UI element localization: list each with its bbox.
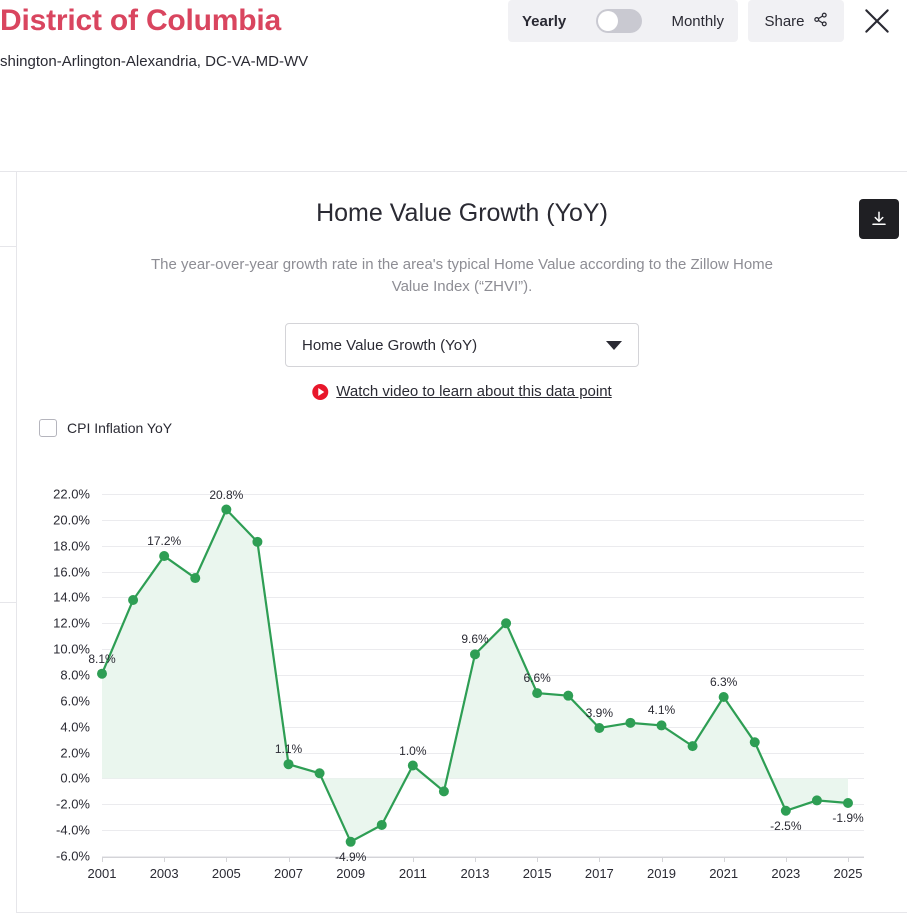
data-point[interactable] (221, 505, 231, 515)
share-button[interactable] (748, 0, 844, 42)
frequency-toggle[interactable] (508, 0, 738, 42)
x-axis-tick-label: 2011 (398, 866, 427, 881)
y-axis-tick-label: 16.0% (53, 564, 90, 580)
data-point[interactable] (719, 692, 729, 702)
page-header (0, 0, 907, 80)
video-link[interactable] (312, 383, 611, 400)
close-button[interactable] (855, 0, 899, 42)
data-point[interactable] (252, 537, 262, 547)
page-subtitle: shington-Arlington-Alexandria, DC-VA-MD-WV (0, 53, 309, 70)
frequency-toggle-knob (598, 11, 618, 31)
download-icon (870, 210, 888, 228)
data-point[interactable] (657, 720, 667, 730)
data-point[interactable] (812, 795, 822, 805)
panel-edge-mid (0, 246, 16, 247)
data-point[interactable] (781, 806, 791, 816)
close-icon (861, 5, 893, 37)
data-point-label: 3.9% (585, 706, 614, 720)
y-axis-tick-label: 8.0% (60, 667, 90, 683)
x-axis-tick-label: 2017 (584, 866, 614, 881)
data-point[interactable] (563, 691, 573, 701)
x-axis-tick-label: 2009 (336, 866, 366, 881)
data-point[interactable] (501, 618, 511, 628)
cpi-label: CPI Inflation YoY (67, 420, 173, 436)
x-axis-tick-label: 2023 (771, 866, 801, 881)
frequency-toggle-monthly-label[interactable]: Monthly (671, 12, 724, 30)
data-point[interactable] (594, 723, 604, 733)
data-point-label: 6.6% (523, 671, 551, 686)
y-axis-tick-label: 6.0% (60, 693, 90, 709)
y-axis-tick-label: 12.0% (53, 615, 90, 631)
data-point[interactable] (284, 759, 294, 769)
data-point[interactable] (750, 737, 760, 747)
y-axis-tick-label: -2.0% (56, 796, 90, 812)
data-point[interactable] (625, 718, 635, 728)
data-point[interactable] (315, 768, 325, 778)
page-title: District of Columbia (0, 4, 282, 37)
x-axis-tick-label: 2015 (522, 866, 552, 881)
data-point-label: 4.1% (647, 703, 676, 718)
frequency-toggle-switch[interactable] (596, 9, 642, 33)
share-button-label: Share (764, 12, 805, 30)
data-point[interactable] (346, 837, 356, 847)
data-point-label: 1.1% (274, 742, 303, 757)
y-axis-tick-label: -6.0% (56, 848, 90, 864)
data-point-label: 1.0% (399, 743, 427, 758)
metric-select[interactable] (285, 323, 639, 367)
chart-card (16, 171, 907, 913)
data-point[interactable] (190, 573, 200, 583)
frequency-toggle-yearly-label[interactable]: Yearly (522, 12, 567, 30)
chart-title: Home Value Growth (YoY) (316, 199, 608, 227)
metric-select-value: Home Value Growth (YoY) (302, 336, 478, 354)
x-axis-tick-label: 2013 (460, 866, 490, 881)
chevron-down-icon (606, 341, 622, 350)
y-axis-tick-label: 10.0% (53, 641, 90, 657)
y-axis-tick-label: 14.0% (53, 589, 90, 605)
y-axis-tick-label: 22.0% (53, 486, 90, 502)
data-point[interactable] (377, 820, 387, 830)
line-chart-plot (17, 482, 907, 902)
x-axis-tick-label: 2007 (274, 866, 303, 881)
panel-edge-top (0, 171, 16, 172)
y-axis-tick-label: 4.0% (60, 719, 90, 735)
data-point[interactable] (688, 741, 698, 751)
data-point-label: 17.2% (147, 534, 182, 549)
data-point-label: 8.1% (88, 651, 116, 666)
cpi-checkbox[interactable] (39, 419, 57, 437)
video-link-label: Watch video to learn about this data point (336, 383, 612, 400)
y-axis-tick-label: 0.0% (60, 770, 90, 786)
x-axis-tick-label: 2005 (211, 866, 241, 881)
data-point[interactable] (97, 669, 107, 679)
panel-edge-bottom (0, 602, 16, 603)
data-point-label: 6.3% (709, 674, 738, 689)
data-point[interactable] (843, 798, 853, 808)
cpi-inflation-toggle[interactable] (39, 419, 172, 437)
data-point-label: 9.6% (461, 632, 489, 647)
data-point-label: -1.9% (832, 810, 864, 825)
data-point[interactable] (128, 595, 138, 605)
data-point[interactable] (532, 688, 542, 698)
data-point-label: -2.5% (770, 818, 802, 833)
data-point-label: -4.9% (334, 849, 367, 864)
y-axis-tick-label: -4.0% (56, 822, 90, 838)
x-axis-tick-label: 2021 (709, 866, 739, 881)
x-axis-tick-label: 2025 (833, 866, 863, 881)
x-axis-tick-label: 2003 (149, 866, 179, 881)
data-point[interactable] (408, 761, 418, 771)
x-axis-tick-label: 2001 (87, 866, 117, 881)
chart-description: The year-over-year growth rate in the area's typical Home Value according to the Zillow Home Value Index (“ZHVI”). (150, 256, 774, 295)
download-button[interactable] (859, 199, 899, 239)
y-axis-tick-label: 18.0% (53, 538, 90, 554)
data-point[interactable] (159, 551, 169, 561)
data-point-label: 20.8% (209, 487, 244, 502)
data-point[interactable] (439, 786, 449, 796)
data-point[interactable] (470, 649, 480, 659)
y-axis-tick-label: 20.0% (53, 512, 90, 528)
share-icon (813, 12, 828, 31)
x-axis-tick-label: 2019 (647, 866, 676, 881)
y-axis-tick-label: 2.0% (60, 745, 90, 761)
play-icon (312, 384, 328, 400)
